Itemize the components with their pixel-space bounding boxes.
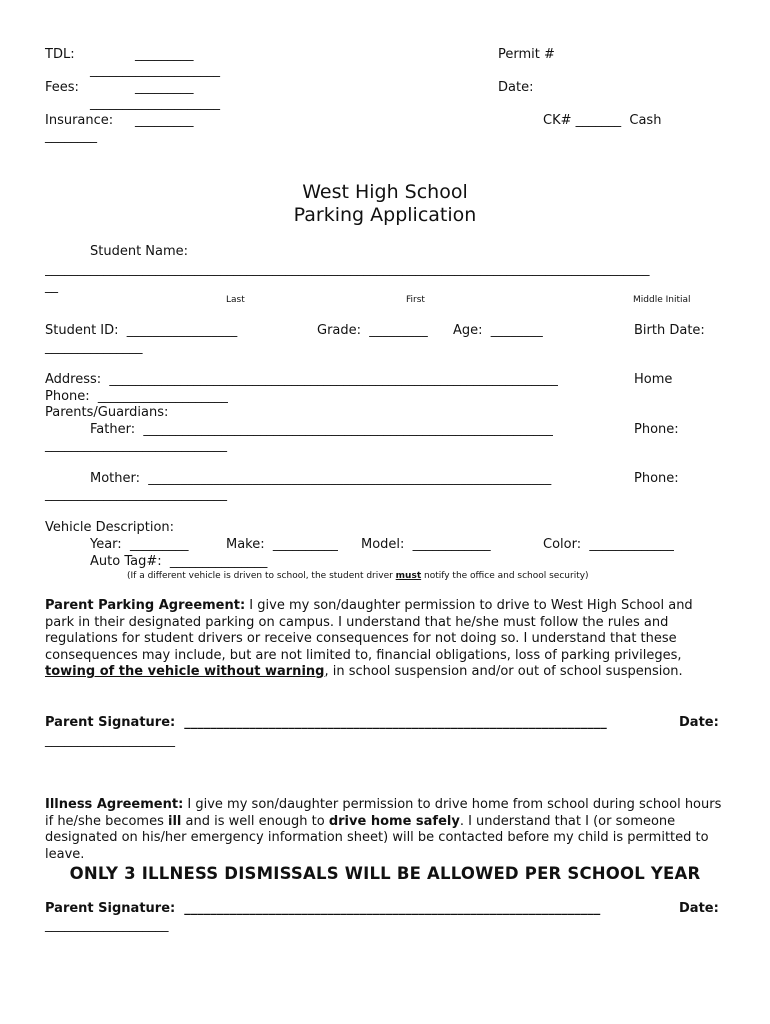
tdl-blank-continued: ____________________ xyxy=(90,63,220,78)
signature-date-label-1: Date: xyxy=(679,715,719,730)
grade-field: Grade: _________ xyxy=(317,323,428,338)
vehicle-color-field: Color: _____________ xyxy=(543,537,674,552)
insurance-blank-continued: ________ xyxy=(45,129,97,144)
office-date-label: Date: xyxy=(498,80,534,95)
insurance-blank: _________ xyxy=(135,113,194,128)
illness-text-2: and is well enough to xyxy=(181,813,329,829)
permit-label: Permit # xyxy=(498,47,555,62)
birth-date-label: Birth Date: xyxy=(634,323,705,338)
mother-field: Mother: ______________________________________________________________ xyxy=(90,471,552,486)
last-name-caption: Last xyxy=(226,295,245,305)
ill-emphasis: ill xyxy=(168,813,182,829)
illness-agreement-heading: Illness Agreement: xyxy=(45,797,184,812)
fees-label: Fees: xyxy=(45,80,79,95)
address-field: Address: _____________________________________________________________________ xyxy=(45,372,558,387)
parents-guardians-label: Parents/Guardians: xyxy=(45,405,169,420)
student-name-line: _____________________________________________________________________________________________ xyxy=(45,262,650,277)
fees-blank-continued: ____________________ xyxy=(90,96,220,111)
vehicle-description-label: Vehicle Description: xyxy=(45,520,175,535)
form-title: Parking Application xyxy=(293,204,477,226)
father-phone-line: ____________________________ xyxy=(45,438,227,453)
birth-date-line: _______________ xyxy=(45,340,143,355)
student-name-label: Student Name: xyxy=(90,244,189,259)
tdl-label: TDL: xyxy=(45,47,75,62)
signature-date-line-2: ___________________ xyxy=(45,918,169,933)
mother-phone-line: ____________________________ xyxy=(45,487,227,502)
tdl-blank: _________ xyxy=(135,47,194,62)
father-phone-label: Phone: xyxy=(634,422,679,437)
note-text-after: notify the office and school security) xyxy=(421,571,589,581)
student-id-field: Student ID: _________________ xyxy=(45,323,238,338)
signature-date-line-1: ____________________ xyxy=(45,733,175,748)
parent-signature-line-2: Parent Signature: ________________________________________________________________ xyxy=(45,901,601,916)
signature-date-label-2: Date: xyxy=(679,901,719,916)
towing-warning-emphasis: towing of the vehicle without warning xyxy=(45,664,325,679)
home-label: Home xyxy=(634,372,673,387)
parent-signature-line-1: Parent Signature: _________________________________________________________________ xyxy=(45,715,607,730)
middle-initial-caption: Middle Initial xyxy=(633,295,691,305)
note-text-before: (If a different vehicle is driven to school, the student driver xyxy=(127,571,396,581)
illness-text-1: I give my son/daughter permission to drive home from school during school hours if he/she becomes xyxy=(45,797,722,829)
parking-agreement-text-1: I give my son/daughter permission to drive to West High School and park in their designated parking on campus. I understand that he/she must follow the rules and regulations for student drivers or receive consequences for not doing so. I understand that these consequences may include, but are not limited to, financial obligations, loss of parking privileges, xyxy=(45,598,693,663)
note-must-emphasis: must xyxy=(395,571,422,581)
vehicle-make-field: Make: __________ xyxy=(226,537,338,552)
illness-agreement-paragraph xyxy=(45,797,725,863)
illness-dismissal-limit-banner: ONLY 3 ILLNESS DISMISSALS WILL BE ALLOWED PER SCHOOL YEAR xyxy=(69,864,701,883)
student-name-line-continued: __ xyxy=(45,279,58,294)
home-phone-field: Phone: ____________________ xyxy=(45,389,228,404)
fees-blank: _________ xyxy=(135,80,194,95)
first-name-caption: First xyxy=(406,295,425,305)
father-field: Father: _______________________________________________________________ xyxy=(90,422,553,437)
parking-agreement-heading: Parent Parking Agreement: xyxy=(45,598,246,613)
different-vehicle-note xyxy=(127,570,589,582)
parking-agreement-text-2: , in school suspension and/or out of school suspension. xyxy=(324,664,683,679)
age-field: Age: ________ xyxy=(453,323,543,338)
drive-home-safely-emphasis: drive home safely xyxy=(328,813,460,829)
mother-phone-label: Phone: xyxy=(634,471,679,486)
parking-agreement-paragraph xyxy=(45,598,725,681)
auto-tag-field: Auto Tag#: _______________ xyxy=(90,554,268,569)
insurance-label: Insurance: xyxy=(45,113,114,128)
illness-text-3: . I understand that I (or someone designated on his/her emergency information sheet) will be contacted before my child is permitted to leave. xyxy=(45,813,709,862)
check-cash-label: CK# _______ Cash xyxy=(543,113,662,128)
vehicle-year-field: Year: _________ xyxy=(90,537,189,552)
vehicle-model-field: Model: ____________ xyxy=(361,537,491,552)
school-name-title: West High School xyxy=(302,181,468,203)
